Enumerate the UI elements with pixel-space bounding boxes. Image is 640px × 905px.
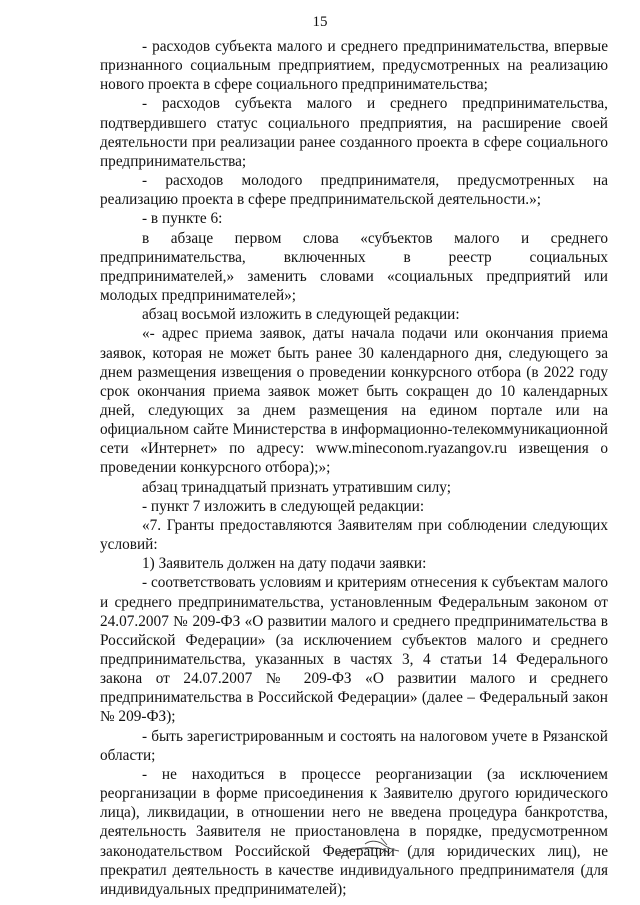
paragraph: «7. Гранты предоставляются Заявителям при соблюдении следующих условий:	[100, 516, 608, 554]
page-number: 15	[312, 14, 328, 30]
paragraph: - пункт 7 изложить в следующей редакции:	[142, 497, 425, 515]
paragraph: - в пункте 6:	[142, 210, 223, 228]
paragraph: 1) Заявитель должен на дату подачи заявки:	[142, 555, 427, 573]
paragraph: «- адрес приема заявок, даты начала подачи или окончания приема заявок, которая не может быть ранее 30 календарного дня, следующего за днем размещения извещения о проведении конкурсного отбора (в 2022 году срок окончания приема заявок может быть сокращен до 10 календарных дней, следующих за днем размещения на едином портале или на официальном сайте Министерства в информационно-телекоммуникационной сети «Интернет» по адресу: www.mineconom.ryazangov.ru извещения о проведении конкурсного отбора);»;	[100, 325, 608, 477]
paragraph: - не находиться в процессе реорганизации (за исключением реорганизации в форме присоединения к Заявителю другого юридического лица), ликвидации, в отношении него не введена процедура банкротства, деятельность Заявителя не приостановлена в порядке, предусмотренном законодательством Российской Федерации (для юридических лиц), не прекратил деятельность в качестве индивидуального предпринимателя (для индивидуальных предпринимателей);	[100, 765, 608, 898]
paragraph: - расходов субъекта малого и среднего предпринимательства, впервые признанного социальным предприятием, предусмотренных на реализацию нового проекта в сфере социального предпринимательства;	[100, 38, 608, 94]
paragraph: абзац восьмой изложить в следующей редакции:	[142, 306, 460, 324]
paragraph: абзац тринадцатый признать утратившим силу;	[142, 478, 451, 496]
paragraph: в абзаце первом слова «субъектов малого и среднего предпринимательства, включенных в реестр социальных предпринимателей,» заменить словами «социальных предприятий или молодых предпринимателей»;	[100, 229, 608, 305]
paragraph: - быть зарегистрированным и состоять на налоговом учете в Рязанской области;	[100, 727, 608, 764]
document-body	[100, 37, 608, 899]
signature-mark	[335, 832, 405, 862]
paragraph: - расходов молодого предпринимателя, предусмотренных на реализацию проекта в сфере предпринимательской деятельности.»;	[100, 172, 608, 209]
paragraph: - соответствовать условиям и критериям отнесения к субъектам малого и среднего предпринимательства, установленным Федеральным законом от 24.07.2007 № 209-ФЗ «О развитии малого и среднего предпринимательства в Российской Федерации» (за исключением субъектов малого и среднего предпринимательства, указанных в частях 3, 4 статьи 14 Федерального закона от 24.07.2007 № 209-ФЗ «О развитии малого и среднего предпринимательства в Российской Федерации» (далее – Федеральный закон № 209-ФЗ);	[100, 574, 608, 726]
paragraph: - расходов субъекта малого и среднего предпринимательства, подтвердившего статус социального предприятия, на расширение своей деятельности при реализации ранее созданного проекта в сфере социального предпринимательства;	[100, 95, 608, 170]
